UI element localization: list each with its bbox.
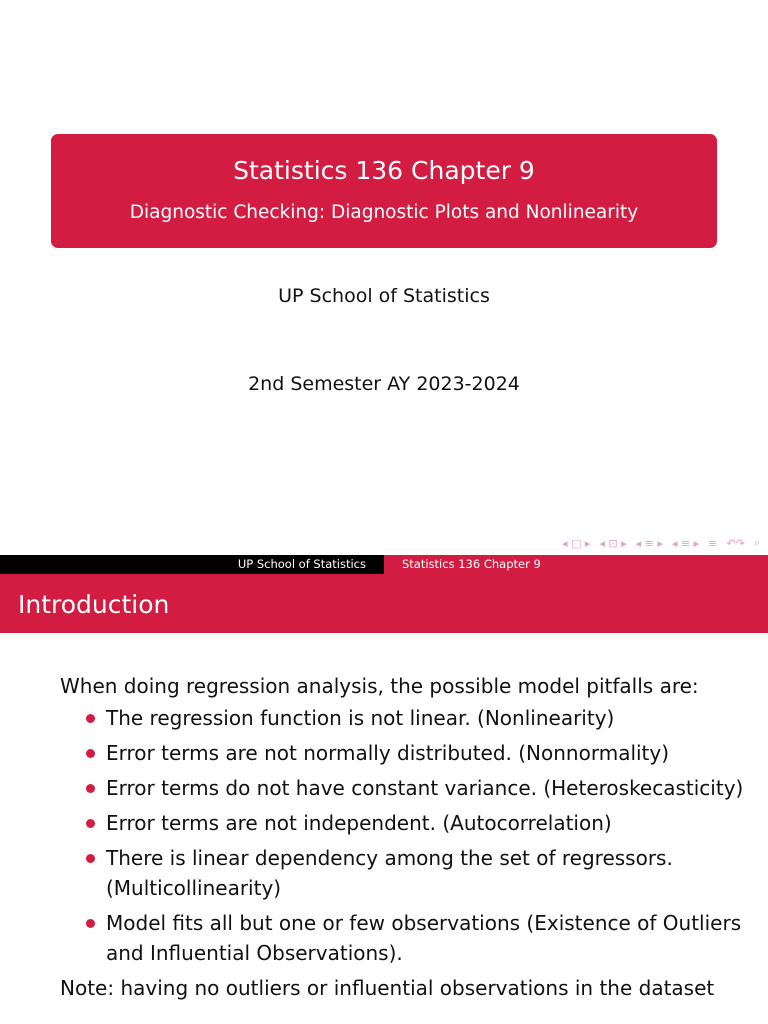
- footer-author: UP School of Statistics: [0, 555, 384, 574]
- slide-content: [60, 671, 750, 1003]
- list-item-text: The regression function is not linear. (Nonlinearity): [106, 706, 615, 730]
- bullet-icon: [86, 749, 95, 758]
- list-item-text: Error terms do not have constant variance. (Heteroskecasticity): [106, 776, 744, 800]
- footer: [0, 555, 768, 574]
- list-item: [60, 703, 750, 733]
- pitfall-list: [60, 703, 750, 968]
- section-nav-icon[interactable]: ◂ ≡ ▸: [671, 536, 700, 550]
- frame-title-bar: [0, 574, 768, 633]
- search-icon[interactable]: ⌕: [753, 536, 760, 549]
- list-item-text: Model fits all but one or few observations (Existence of Outliers and Influential Observations).: [106, 911, 742, 965]
- bullet-icon: [86, 819, 95, 828]
- bullet-icon: [86, 854, 95, 863]
- list-item: [60, 738, 750, 768]
- footer-title: Statistics 136 Chapter 9: [384, 555, 768, 574]
- subsection-nav-icon[interactable]: ◂ ⊡ ▸: [599, 536, 627, 550]
- frame-nav-icon[interactable]: ◂ □ ▸: [561, 536, 591, 550]
- list-item: [60, 843, 750, 903]
- title-block: [51, 134, 717, 248]
- list-item: [60, 773, 750, 803]
- presentation-subtitle: Diagnostic Checking: Diagnostic Plots and Nonlinearity: [129, 202, 639, 223]
- section-nav-icon[interactable]: ◂ ≡ ▸: [635, 536, 663, 550]
- list-item-text: Error terms are not normally distributed. (Nonnormality): [106, 741, 670, 765]
- list-item-text: Error terms are not independent. (Autocorrelation): [106, 811, 612, 835]
- note-text: Note: having no outliers or influential observations in the dataset: [60, 976, 715, 1000]
- frame-title: Introduction: [18, 590, 170, 619]
- author: UP School of Statistics: [278, 285, 490, 307]
- list-item: [60, 908, 750, 968]
- list-item-text: There is linear dependency among the set of regressors. (Multicollinearity): [106, 846, 673, 900]
- toc-icon[interactable]: ≡: [708, 536, 718, 550]
- bullet-icon: [86, 714, 95, 723]
- presentation-title: Statistics 136 Chapter 9: [233, 156, 535, 185]
- bullet-icon: [86, 919, 95, 928]
- beamer-navigation: [562, 536, 760, 550]
- date: 2nd Semester AY 2023-2024: [248, 373, 520, 395]
- undo-redo-icon[interactable]: ↶↷: [726, 536, 745, 550]
- bullet-icon: [86, 784, 95, 793]
- intro-text: When doing regression analysis, the possible model pitfalls are:: [60, 674, 699, 698]
- list-item: [60, 808, 750, 838]
